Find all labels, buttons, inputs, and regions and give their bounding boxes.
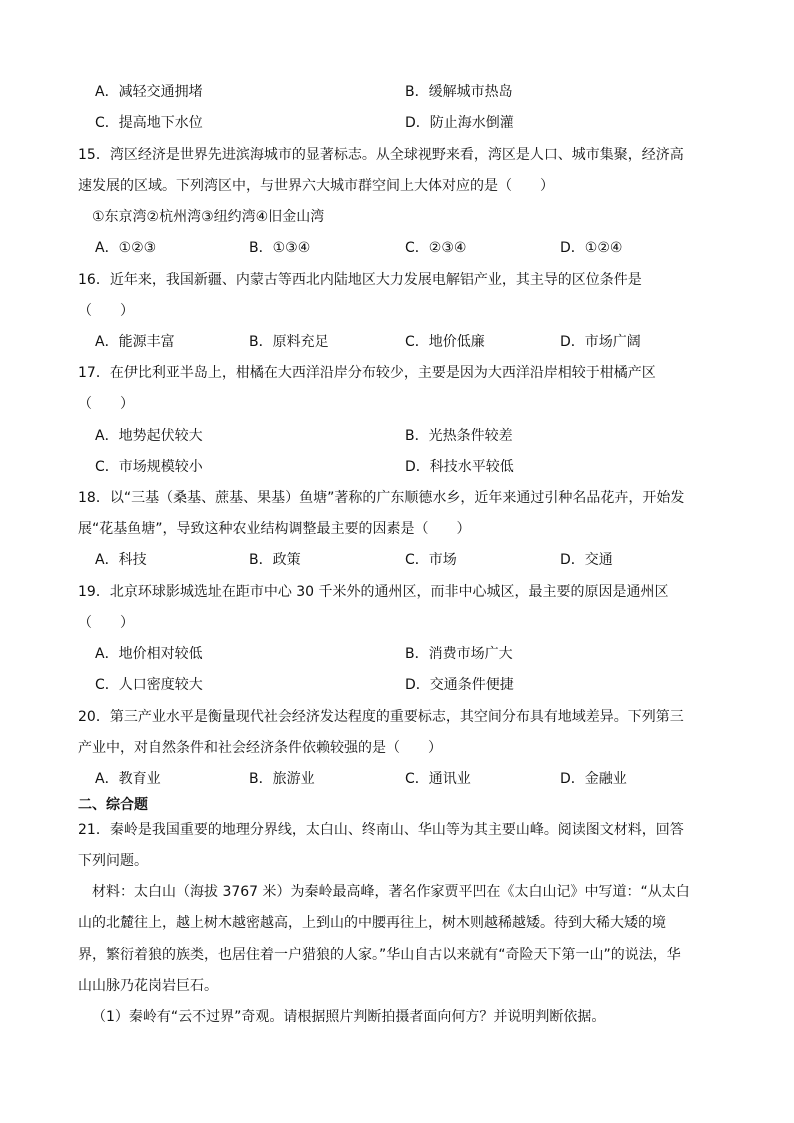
q14-option-a: A．减轻交通拥堵	[95, 84, 203, 100]
q20-option-a: A．教育业	[95, 771, 161, 787]
q16-option-c: C．地价低廉	[405, 334, 485, 350]
q19-option-b: B．消费市场广大	[405, 646, 513, 662]
q17-option-c: C．市场规模较小	[95, 459, 203, 475]
q21-material-line4: 山山脉乃花岗岩巨石。	[78, 978, 218, 994]
q21-material-line2: 山的北麓往上，越上树木越密越高，上到山的中腰再往上，树木则越稀越矮。待到大稀大矮的境	[78, 915, 666, 931]
q19-option-d: D．交通条件便捷	[405, 677, 514, 693]
q15-stem-line2: 速发展的区域。下列湾区中，与世界六大城市群空间上大体对应的是（ ）	[78, 178, 554, 194]
q15-option-d: D．①②④	[560, 240, 623, 256]
q18-stem-line2: 展“花基鱼塘”，导致这种农业结构调整最主要的因素是（ ）	[78, 521, 471, 537]
q14-option-b: B．缓解城市热岛	[405, 84, 513, 100]
q17-option-b: B．光热条件较差	[405, 428, 513, 444]
q16-stem-line2: （ ）	[78, 303, 134, 319]
q15-stem-line1: 15．湾区经济是世界先进滨海城市的显著标志。从全球视野来看，湾区是人口、城市集聚，经济高	[78, 147, 684, 163]
q17-option-a: A．地势起伏较大	[95, 428, 203, 444]
q20-option-b: B．旅游业	[249, 771, 315, 787]
q19-stem-line1: 19．北京环球影城选址在距市中心 30 千米外的通州区，而非中心城区，最主要的原因是通州区	[78, 584, 669, 600]
q17-stem-line1: 17．在伊比利亚半岛上，柑橘在大西洋沿岸分布较少，主要是因为大西洋沿岸相较于柑橘产区	[78, 365, 656, 381]
section-title: 二、综合题	[78, 797, 148, 813]
q21-subquestion-1: （1）秦岭有“云不过界”奇观。请根据照片判断拍摄者面向何方？并说明判断依据。	[92, 1009, 606, 1025]
q21-material-line1: 材料：太白山（海拔 3767 米）为秦岭最高峰，著名作家贾平凹在《太白山记》中写道：“从太白	[92, 884, 690, 900]
q19-option-c: C．人口密度较大	[95, 677, 203, 693]
q16-option-d: D．市场广阔	[560, 334, 641, 350]
q14-option-d: D．防止海水倒灌	[405, 115, 514, 131]
q21-stem-line1: 21．秦岭是我国重要的地理分界线，太白山、终南山、华山等为其主要山峰。阅读图文材料，回答	[78, 822, 684, 838]
q18-option-c: C．市场	[405, 552, 457, 568]
q16-option-a: A．能源丰富	[95, 334, 175, 350]
q18-stem-line1: 18．以“三基（桑基、蔗基、果基）鱼塘”著称的广东顺德水乡，近年来通过引种名品花卉，开始发	[78, 490, 685, 506]
q14-option-c: C．提高地下水位	[95, 115, 203, 131]
q18-option-b: B．政策	[249, 552, 301, 568]
q19-option-a: A．地价相对较低	[95, 646, 203, 662]
q20-stem-line1: 20．第三产业水平是衡量现代社会经济发达程度的重要标志，其空间分布具有地域差异。下列第三	[78, 709, 684, 725]
q19-stem-line2: （ ）	[78, 615, 134, 631]
q16-option-b: B．原料充足	[249, 334, 329, 350]
q21-material-line3: 界，繁衍着狼的族类，也居住着一户猎狼的人家。”华山自古以来就有“奇险天下第一山”的说法，华	[78, 947, 681, 963]
q15-option-b: B．①③④	[249, 240, 311, 256]
q20-option-d: D．金融业	[560, 771, 627, 787]
q21-stem-line2: 下列问题。	[78, 853, 148, 869]
q17-option-d: D．科技水平较低	[405, 459, 514, 475]
q20-option-c: C．通讯业	[405, 771, 471, 787]
q17-stem-line2: （ ）	[78, 396, 134, 412]
q18-option-a: A．科技	[95, 552, 147, 568]
q15-items: ①东京湾②杭州湾③纽约湾④旧金山湾	[92, 209, 325, 225]
q15-option-c: C．②③④	[405, 240, 467, 256]
q15-option-a: A．①②③	[95, 240, 157, 256]
q18-option-d: D．交通	[560, 552, 613, 568]
q16-stem-line1: 16．近年来，我国新疆、内蒙古等西北内陆地区大力发展电解铝产业，其主导的区位条件是	[78, 272, 642, 288]
q20-stem-line2: 产业中，对自然条件和社会经济条件依赖较强的是（ ）	[78, 740, 442, 756]
